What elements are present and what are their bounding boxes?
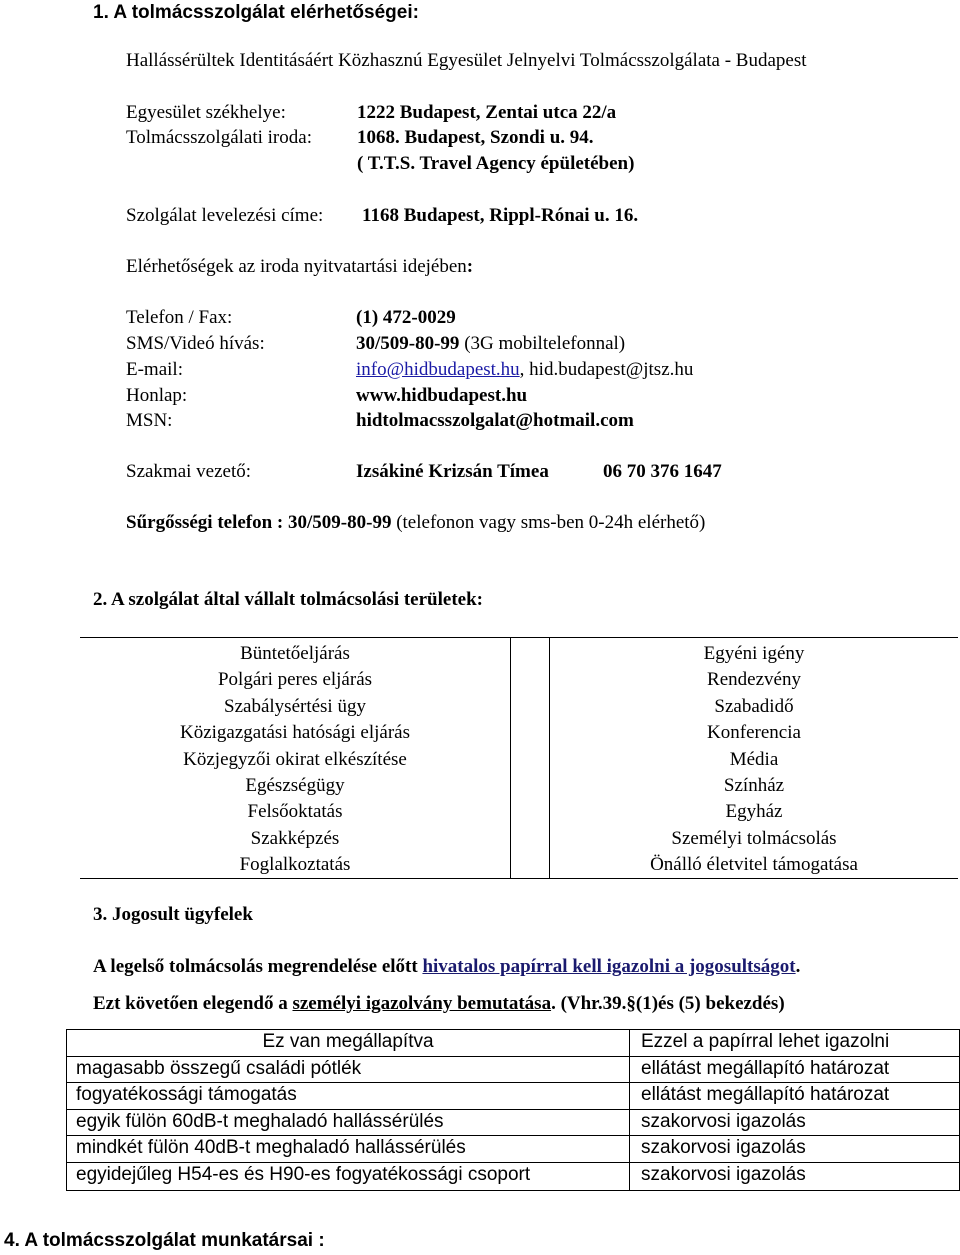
website-value: www.hidbudapest.hu (356, 385, 528, 406)
table-header-condition: Ez van megállapítva (262, 1031, 434, 1052)
msn-value: hidtolmacsszolgalat@hotmail.com (356, 410, 634, 431)
list-item: Szakképzés (250, 827, 340, 849)
section3-heading: 3. Jogosult ügyfelek (93, 904, 253, 925)
table-cell-document: szakorvosi igazolás (641, 1111, 806, 1132)
hours-colon: : (466, 256, 474, 277)
list-item: Önálló életvitel támogatása (650, 854, 858, 876)
lead-phone: 06 70 376 1647 (603, 461, 722, 482)
row-divider (67, 1082, 959, 1083)
list-item: Személyi tolmácsolás (671, 827, 837, 849)
email-label: E-mail: (126, 359, 183, 380)
email-value-line (356, 359, 693, 381)
interpreting-areas-table (80, 637, 958, 879)
phone-label: Telefon / Fax: (126, 307, 233, 328)
table-cell-document: ellátást megállapító határozat (641, 1058, 890, 1079)
eligibility-line-2 (93, 993, 785, 1015)
lead-name: Izsákiné Krizsán Tímea (356, 461, 549, 482)
list-item: Konferencia (707, 722, 801, 744)
hours-text (126, 256, 473, 278)
mail-value: 1168 Budapest, Rippl-Rónai u. 16. (362, 205, 639, 226)
hq-value: 1222 Budapest, Zentai utca 22/a (357, 102, 617, 123)
row-divider (67, 1162, 959, 1163)
office-label: Tolmácsszolgálati iroda: (126, 127, 312, 148)
column-divider (629, 1030, 630, 1190)
eligibility-line-1-a: A legelső tolmácsolás megrendelése előtt (93, 956, 423, 977)
section4-heading: 4. A tolmácsszolgálat munkatársai : (4, 1230, 325, 1251)
office-note: ( T.T.S. Travel Agency épületében) (357, 153, 635, 174)
organization-name: Hallássérültek Identitásáért Közhasznú Egyesület Jelnyelvi Tolmácsszolgálata - Budapest (126, 50, 807, 71)
section1-heading: 1. A tolmácsszolgálat elérhetőségei: (93, 2, 419, 23)
table-header-document: Ezzel a papírral lehet igazolni (641, 1031, 890, 1052)
list-item: Rendezvény (707, 669, 801, 691)
eligibility-line-1-c: . (795, 956, 801, 977)
table-divider (510, 638, 550, 878)
sms-note: (3G mobiltelefonnal) (459, 333, 626, 354)
hours-text-main: Elérhetőségek az iroda nyitvatartási idejében (126, 256, 467, 277)
list-item: Szabadidő (714, 695, 794, 717)
eligibility-line-2-c: . (Vhr.39.§(1)és (5) bekezdés) (551, 993, 785, 1014)
lead-label: Szakmai vezető: (126, 461, 252, 482)
table-cell-condition: fogyatékossági támogatás (76, 1084, 297, 1105)
table-cell-condition: mindkét fülön 40dB-t meghaladó hallássérülés (76, 1137, 466, 1158)
hq-label: Egyesület székhelye: (126, 102, 286, 123)
row-divider (67, 1135, 959, 1136)
list-item: Polgári peres eljárás (217, 669, 373, 691)
sms-value: 30/509-80-99 (356, 333, 460, 354)
website-label: Honlap: (126, 385, 188, 406)
eligibility-line-1-emphasis: hivatalos papírral kell igazolni a jogosultságot (422, 956, 796, 977)
sms-label: SMS/Videó hívás: (126, 333, 265, 354)
table-cell-condition: magasabb összegű családi pótlék (76, 1058, 362, 1079)
emergency-phone-bold: Sűrgősségi telefon : 30/509-80-99 (126, 512, 392, 533)
legal-areas-column (80, 641, 510, 879)
emergency-phone (126, 512, 705, 534)
list-item: Foglalkoztatás (239, 854, 351, 876)
row-divider (67, 1109, 959, 1110)
emergency-phone-note: (telefonon vagy sms-ben 0-24h elérhető) (391, 512, 706, 533)
email-secondary: , hid.budapest@jtsz.hu (519, 359, 694, 380)
table-cell-document: szakorvosi igazolás (641, 1137, 806, 1158)
list-item: Közigazgatási hatósági eljárás (179, 722, 410, 744)
phone-value: (1) 472-0029 (356, 307, 456, 328)
email-link[interactable]: info@hidbudapest.hu (356, 359, 520, 380)
table-cell-document: ellátást megállapító határozat (641, 1084, 890, 1105)
list-item: Egyház (725, 801, 783, 823)
list-item: Közjegyzői okirat elkészítése (183, 748, 407, 770)
list-item: Büntetőeljárás (240, 643, 350, 664)
list-item: Felsőoktatás (247, 801, 343, 823)
table-cell-condition: egyik fülön 60dB-t meghaladó hallássérülés (76, 1111, 444, 1132)
eligibility-table (66, 1029, 960, 1191)
section2-heading: 2. A szolgálat által vállalt tolmácsolási területek: (93, 589, 483, 610)
msn-label: MSN: (126, 410, 173, 431)
eligibility-line-2-a: Ezt követően elegendő a (93, 993, 293, 1014)
list-item: Színház (723, 775, 785, 797)
list-item: Média (729, 748, 779, 770)
other-areas-column (550, 641, 958, 879)
list-item: Egyéni igény (703, 643, 805, 664)
table-cell-document: szakorvosi igazolás (641, 1164, 806, 1185)
list-item: Szabálysértési ügy (224, 695, 366, 717)
row-divider (67, 1056, 959, 1057)
eligibility-line-1 (93, 956, 800, 978)
office-value: 1068. Budapest, Szondi u. 94. (357, 127, 594, 148)
sms-value-line (356, 333, 625, 355)
mail-label: Szolgálat levelezési címe: (126, 205, 324, 226)
list-item: Egészségügy (245, 775, 345, 797)
table-cell-condition: egyidejűleg H54-es és H90-es fogyatékossági csoport (76, 1164, 531, 1185)
eligibility-line-2-emphasis: személyi igazolvány bemutatása (292, 993, 552, 1014)
